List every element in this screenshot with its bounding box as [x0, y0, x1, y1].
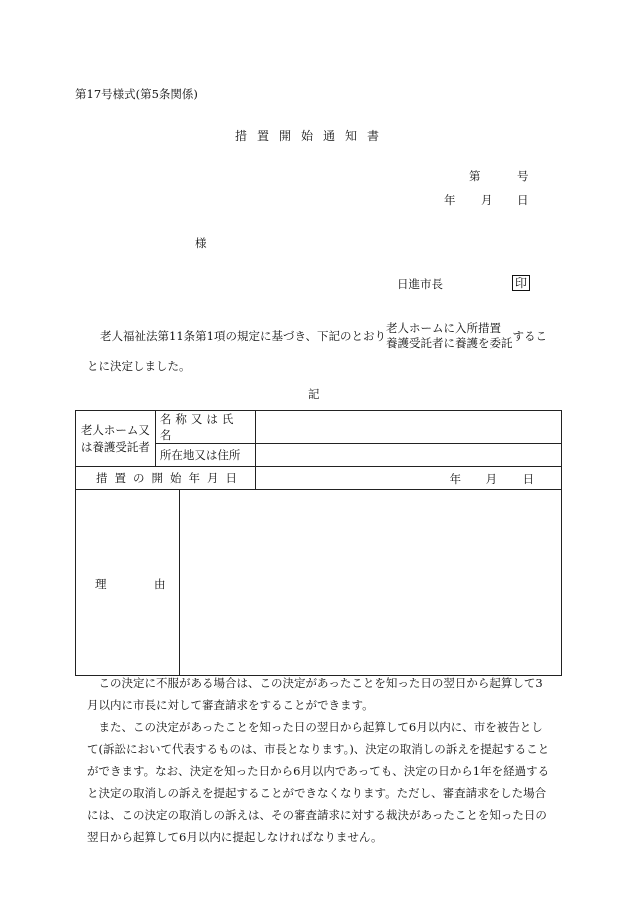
date-month: 月 [481, 193, 493, 207]
notice-line-1 [100, 321, 547, 351]
document-title: 措置開始通知書 [235, 129, 390, 143]
notice-part-1: 老人福祉法第11条第1項の規定に基づき、下記のとおり [100, 329, 386, 343]
sender-name: 日進市長 [397, 277, 443, 291]
notice-option-1: 老人ホームに入所措置 [386, 321, 501, 335]
address-label: 所在地又は住所 [155, 444, 255, 467]
recipient-group-label-line1: 老人ホーム又 [80, 422, 150, 437]
name-label: 名称又は氏名 [155, 411, 255, 444]
addressee-suffix: 様 [195, 236, 207, 250]
start-date-year: 年 [449, 472, 462, 486]
appeal-paragraph-2: また、この決定があったことを知った日の翌日から起算して6月以内に、市を被告として(訴訟において代表するものは、市長となります。)、決定の取消しの訴えを提起することができます。なお、決定を知った日から6月以内であっても、決定の日から1年を経過すると決定の取消しの訴えを提起することができなくなります。ただし、審査請求をした場合には、この決定の取消しの訴えは、その審査請求に対する裁決があったことを知った日の翌日から起算して6月以内に提起しなければなりません。 [87, 720, 550, 844]
notice-line-2: とに決定しました。 [87, 359, 191, 373]
reason-value [179, 490, 561, 676]
notice-options [386, 321, 513, 351]
start-date-value [255, 467, 561, 490]
number-prefix: 第 [469, 169, 481, 183]
notice-option-2: 養護受託者に養護を委託 [386, 336, 513, 350]
seal-mark [512, 275, 530, 291]
form-number: 第17号様式(第5条関係) [75, 87, 198, 101]
recipient-group-label-line2: は養護受託者 [80, 439, 150, 454]
notice-part-2: するこ [512, 329, 547, 343]
start-date-label: 措置の開始年月日 [76, 467, 256, 490]
start-date-month: 月 [485, 472, 498, 486]
appeal-paragraph-1: この決定に不服がある場合は、この決定があったことを知った日の翌日から起算して3月以内に市長に対して審査請求をすることができます。 [87, 676, 543, 712]
ki-heading: 記 [308, 387, 320, 401]
footer-text [87, 672, 554, 848]
date-day: 日 [517, 193, 529, 207]
number-suffix: 号 [517, 169, 529, 183]
address-value [255, 444, 561, 467]
details-table [75, 410, 562, 676]
reason-label [76, 490, 180, 676]
date-year: 年 [444, 193, 456, 207]
reason-label-2: 由 [154, 577, 166, 591]
start-date-day: 日 [522, 472, 535, 486]
seal-text: 印 [512, 275, 530, 291]
reason-label-1: 理 [95, 577, 107, 591]
name-value [255, 411, 561, 444]
recipient-group-label [76, 411, 156, 467]
